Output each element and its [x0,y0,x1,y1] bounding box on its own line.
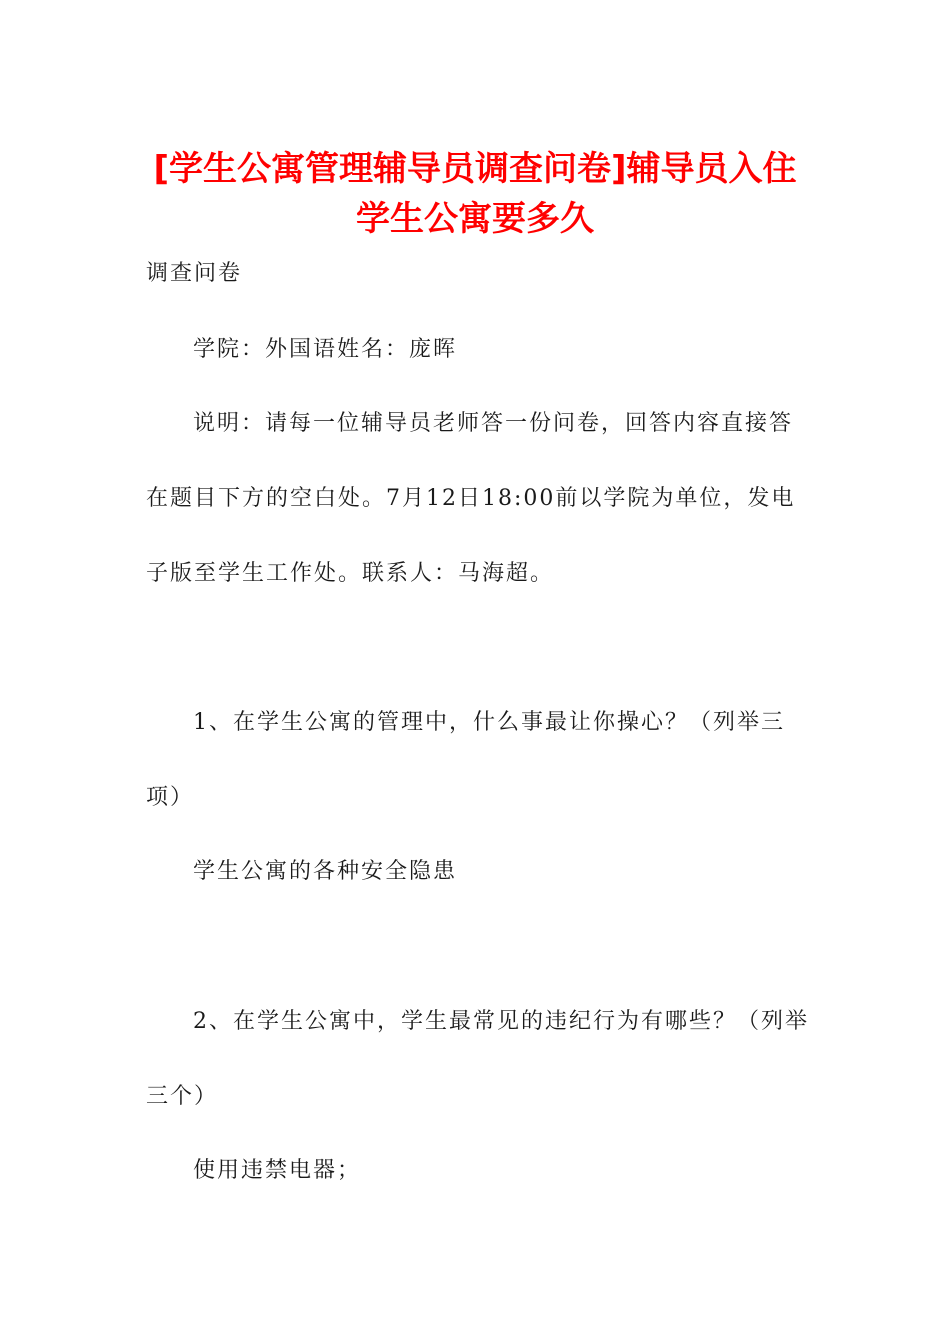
question-2-line-2: 三个） [146,1084,219,1109]
document-title-line-2: 学生公寓要多久 [356,199,594,239]
question-1-line-2: 项） [146,785,195,810]
question-1-line-1: 1、在学生公寓的管理中，什么事最让你操心？（列举三 [193,710,785,735]
instructions-line-2: 在题目下方的空白处。7月12日18:00前以学院为单位，发电 [146,486,796,511]
answer-2: 使用违禁电器； [193,1158,362,1183]
college-name-line: 学院：外国语姓名：庞晖 [193,337,458,362]
instructions-line-1: 说明：请每一位辅导员老师答一份问卷，回答内容直接答 [193,411,794,436]
answer-1: 学生公寓的各种安全隐患 [193,859,458,884]
instructions-line-3: 子版至学生工作处。联系人：马海超。 [146,561,555,586]
question-2-line-1: 2、在学生公寓中，学生最常见的违纪行为有哪些？（列举 [193,1009,809,1034]
document-title-line-1: [学生公寓管理辅导员调查问卷]辅导员入住 [153,149,797,189]
section-heading: 调查问卷 [146,261,243,286]
